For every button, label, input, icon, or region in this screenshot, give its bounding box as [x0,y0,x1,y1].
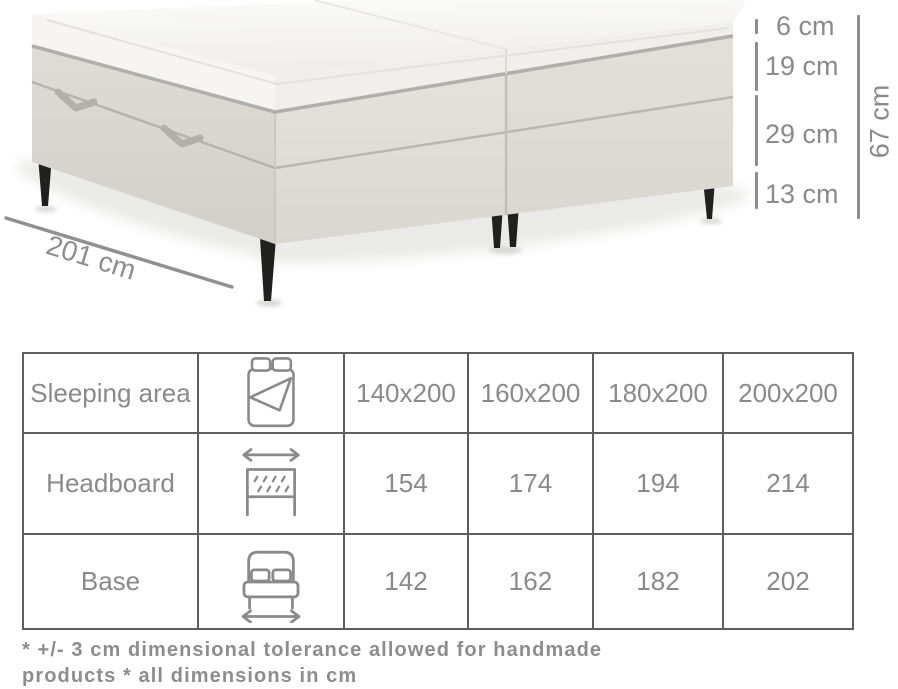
mattress-top-view-icon [198,353,344,433]
dimension-tick-topper [755,19,758,34]
height-label-topper: 6 cm [776,11,835,41]
size-cell: 202 [723,534,853,629]
size-cell: 160x200 [468,353,593,433]
size-cell: 180x200 [593,353,723,433]
bed-base-width-icon [198,534,344,629]
size-cell: 182 [593,534,723,629]
size-cell: 162 [468,534,593,629]
table-row-base [23,534,853,629]
size-cell: 142 [344,534,468,629]
footnote [22,637,602,689]
footnote-line-2: products * all dimensions in cm [22,665,358,687]
length-label: 201 cm [42,229,140,286]
height-label-lower-box: 29 cm [765,119,839,149]
table-row-sleeping-area [23,353,853,433]
size-cell: 154 [344,433,468,534]
size-cell: 174 [468,433,593,534]
row-label: Sleeping area [23,353,198,433]
dimension-tick-lower-box [755,95,758,166]
size-comparison-table [22,352,854,630]
dimension-tick-legs [755,172,758,209]
size-cell: 214 [723,433,853,534]
row-label: Base [23,534,198,629]
row-label: Headboard [23,433,198,534]
footnote-line-1: * +/- 3 cm dimensional tolerance allowed for handmade [22,639,603,661]
total-height-line [857,15,860,219]
height-label-upper-box: 19 cm [765,51,839,81]
size-cell: 140x200 [344,353,468,433]
dimension-tick-upper-box [755,42,758,91]
table-row-headboard [23,433,853,534]
height-label-legs: 13 cm [765,179,839,209]
headboard-width-icon [198,433,344,534]
total-height-label: 67 cm [864,84,895,159]
size-cell: 194 [593,433,723,534]
size-cell: 200x200 [723,353,853,433]
